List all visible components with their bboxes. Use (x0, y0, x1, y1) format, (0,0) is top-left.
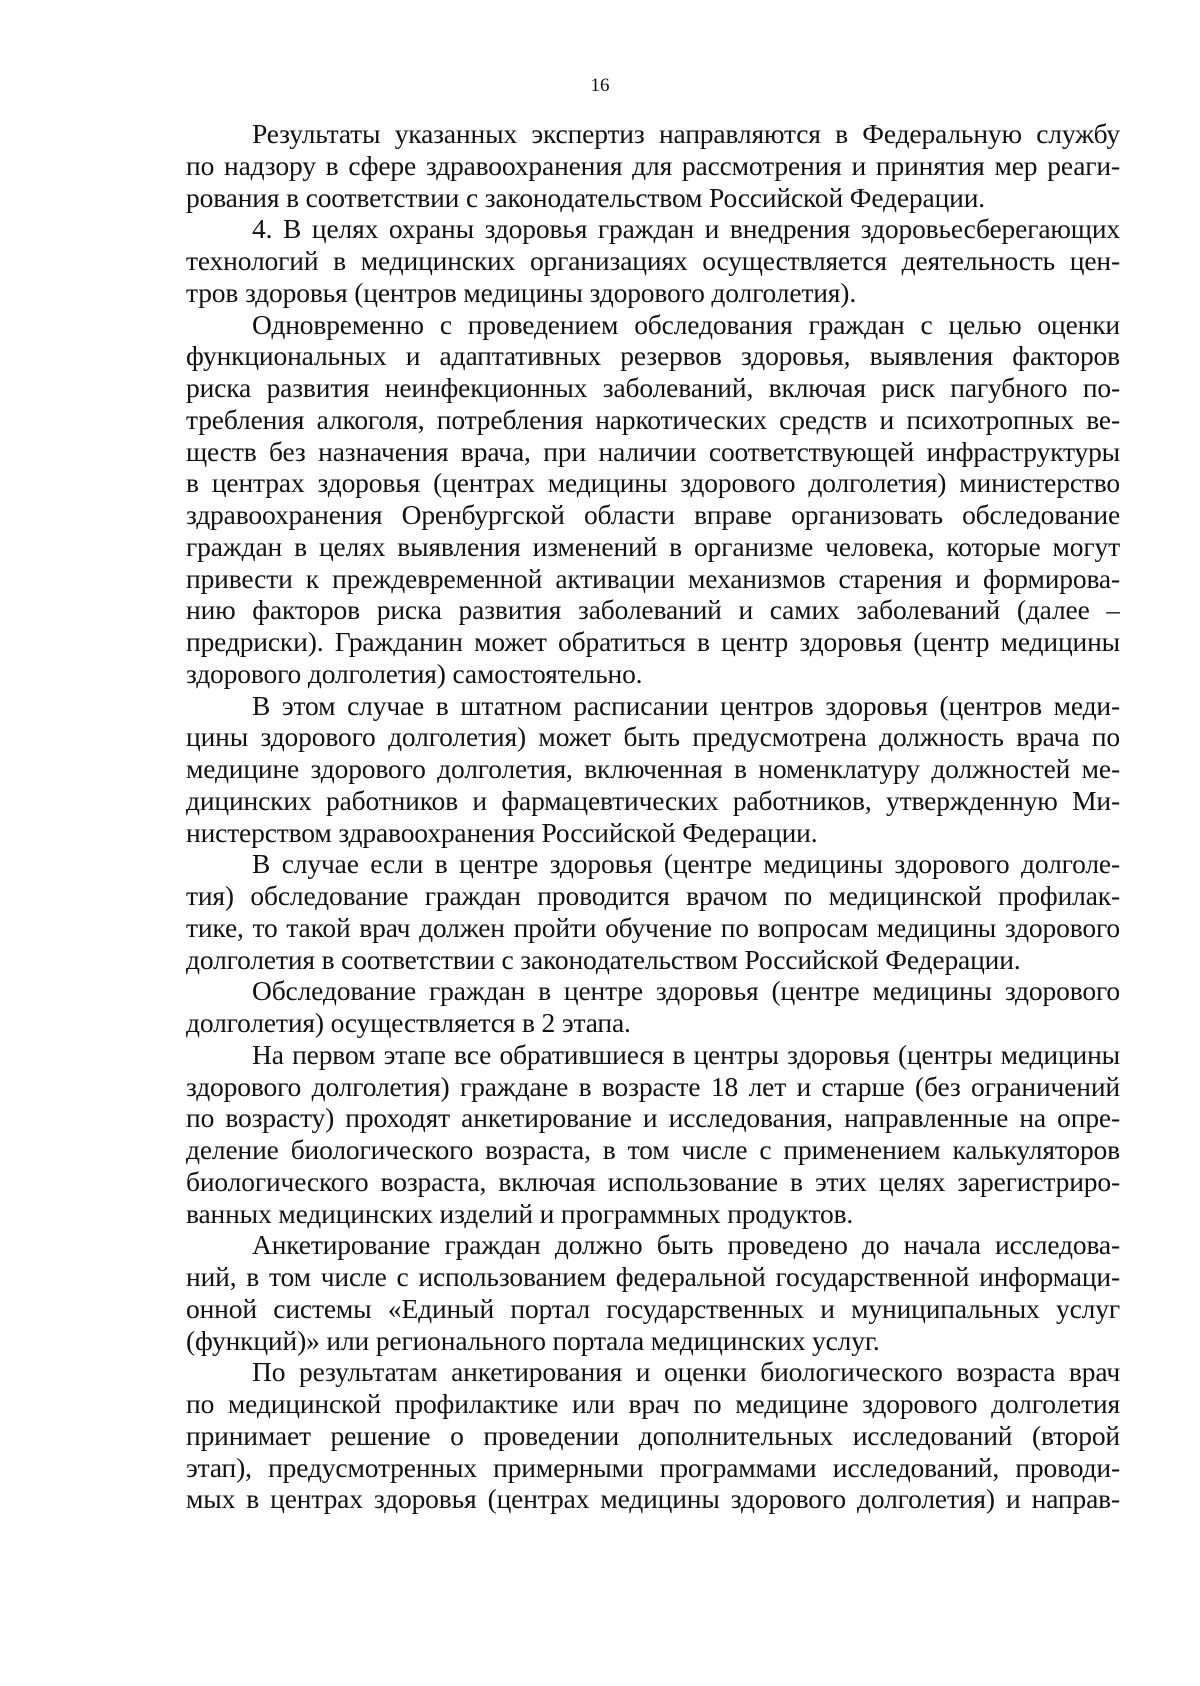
text-line: в центрах здоровья (центрах медицины здорового долголетия) министерство (186, 467, 1120, 499)
text-line: долголетия) осуществляется в 2 этапа. (186, 1007, 631, 1038)
text-line: привести к преждевременной активации механизмов старения и формирова- (186, 562, 1120, 594)
text-line: ний, в том числе с использованием федеральной государственной информаци- (186, 1261, 1120, 1292)
text-line: онной системы «Единый портал государственных и муниципальных услуг (186, 1292, 1120, 1324)
text-line: На первом этапе все обратившиеся в центры здоровья (центры медицины (252, 1038, 1120, 1070)
text-line: принимает решение о проведении дополнительных исследований (второй (186, 1419, 1120, 1451)
text-line: тров здоровья (центров медицины здорового долголетия). (186, 276, 857, 308)
paragraph (186, 1229, 1120, 1356)
text-line: долголетия в соответствии с законодательством Российской Федерации. (186, 943, 1021, 975)
text-line: В этом случае в штатном расписании центров здоровья (центров меди- (252, 689, 1120, 721)
text-line: Результаты указанных экспертиз направляются в Федеральную службу (252, 118, 1120, 149)
text-line: здорового долголетия) самостоятельно. (186, 657, 643, 689)
text-line: технологий в медицинских организациях осуществляется деятельность цен- (186, 245, 1120, 276)
text-line: По результатам анкетирования и оценки биологического возраста врач (252, 1356, 1120, 1388)
paragraph (186, 309, 1120, 690)
text-line: В случае если в центре здоровья (центре медицины здорового долголе- (252, 848, 1120, 880)
text-line: деление биологического возраста, в том числе с применением калькуляторов (186, 1134, 1120, 1165)
document-body (186, 118, 1120, 1515)
text-line: здорового долголетия) граждане в возрасте 18 лет и старше (без ограничений (186, 1070, 1120, 1102)
text-line: биологического возраста, включая использование в этих целях зарегистриро- (186, 1165, 1120, 1197)
paragraph (186, 1356, 1120, 1515)
text-line: мых в центрах здоровья (центрах медицины здорового долголетия) и направ- (186, 1483, 1120, 1515)
paragraph (186, 213, 1120, 308)
text-line: Анкетирование граждан должно быть проведено до начала исследова- (252, 1229, 1120, 1261)
text-line: по надзору в сфере здравоохранения для рассмотрения и принятия мер реаги- (186, 149, 1120, 181)
text-line: требления алкоголя, потребления наркотических средств и психотропных ве- (186, 403, 1120, 435)
text-line: нистерством здравоохранения Российской Федерации. (186, 816, 818, 848)
text-line: 4. В целях охраны здоровья граждан и внедрения здоровьесберегающих (252, 213, 1120, 245)
paragraph (186, 1039, 1120, 1230)
paragraph (186, 690, 1120, 849)
text-line: Одновременно с проведением обследования граждан с целью оценки (252, 308, 1120, 340)
text-line: дицинских работников и фармацевтических работников, утвержденную Ми- (186, 784, 1120, 816)
text-line: по возрасту) проходят анкетирование и исследования, направленные на опре- (186, 1102, 1120, 1134)
text-line: рования в соответствии с законодательством Российской Федерации. (186, 181, 985, 213)
text-line: риска развития неинфекционных заболеваний, включая риск пагубного по- (186, 372, 1120, 403)
text-line: функциональных и адаптативных резервов здоровья, выявления факторов (186, 340, 1120, 372)
text-line: медицине здорового долголетия, включенная в номенклатуру должностей ме- (186, 753, 1120, 784)
page-number: 16 (590, 75, 610, 96)
text-line: тия) обследование граждан проводится врачом по медицинской профилак- (186, 880, 1120, 911)
text-line: по медицинской профилактике или врач по медицине здорового долголетия (186, 1388, 1120, 1419)
text-line: предриски). Гражданин может обратиться в центр здоровья (центр медицины (186, 626, 1120, 657)
text-line: тике, то такой врач должен пройти обучение по вопросам медицины здорового (186, 911, 1120, 943)
text-line: цины здорового долголетия) может быть предусмотрена должность врача по (186, 721, 1120, 753)
text-line: (функций)» или регионального портала медицинских услуг. (186, 1324, 880, 1356)
text-line: этап), предусмотренных примерными программами исследований, проводи- (186, 1451, 1120, 1483)
text-line: граждан в целях выявления изменений в организме человека, которые могут (186, 530, 1120, 562)
text-line: ванных медицинских изделий и программных продуктов. (186, 1197, 854, 1229)
paragraph (186, 118, 1120, 213)
text-line: здравоохранения Оренбургской области вправе организовать обследование (186, 499, 1120, 530)
text-line: нию факторов риска развития заболеваний и самих заболеваний (далее – (186, 594, 1120, 626)
text-line: ществ без назначения врача, при наличии соответствующей инфраструктуры (186, 435, 1120, 467)
text-line: Обследование граждан в центре здоровья (центре медицины здорового (252, 975, 1120, 1007)
paragraph (186, 848, 1120, 975)
paragraph (186, 975, 1120, 1039)
